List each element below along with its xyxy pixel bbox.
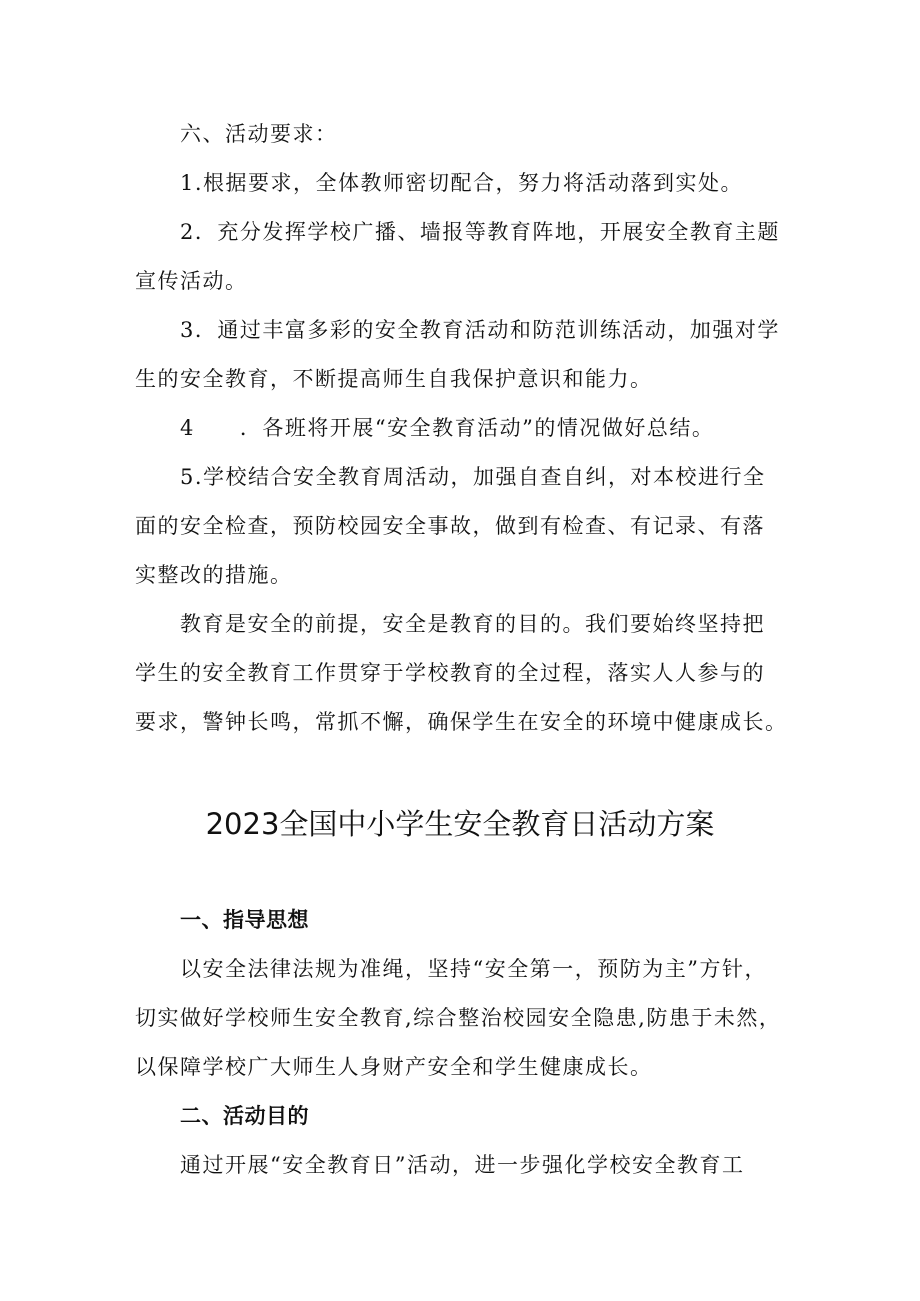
requirement-item-2-cont: 宣传活动。 (135, 269, 248, 293)
requirement-item-1: 1.根据要求，全体教师密切配合，努力将活动落到实处。 (180, 171, 744, 195)
section-heading-guiding-thought: 一、指导思想 (180, 908, 309, 932)
requirement-item-3-cont: 生的安全教育，不断提高师生自我保护意识和能力。 (135, 367, 653, 391)
guiding-thought-line-1: 以安全法律法规为准绳，坚持“安全第一，预防为主”方针， (180, 957, 767, 981)
section-heading-purpose: 二、活动目的 (180, 1104, 309, 1128)
requirement-item-4: 4 ．各班将开展“安全教育活动”的情况做好总结。 (180, 416, 715, 440)
closing-paragraph-line-2: 学生的安全教育工作贯穿于学校教育的全过程，落实人人参与的 (135, 661, 765, 685)
guiding-thought-line-3: 以保障学校广大师生人身财产安全和学生健康成长。 (135, 1055, 653, 1079)
requirement-item-5-cont: 面的安全检查，预防校园安全事故，做到有检查、有记录、有落 (135, 514, 765, 538)
closing-paragraph-line-3: 要求，警钟长鸣，常抓不懈，确保学生在安全的环境中健康成长。 (135, 710, 788, 734)
requirement-item-5-end: 实整改的措施。 (135, 563, 293, 587)
purpose-line-1: 通过开展“安全教育日”活动，进一步强化学校安全教育工 (180, 1153, 745, 1177)
guiding-thought-line-2: 切实做好学校师生安全教育,综合整治校园安全隐患,防患于未然， (135, 1006, 782, 1030)
requirement-item-5: 5.学校结合安全教育周活动，加强自查自纠，对本校进行全 (180, 465, 766, 489)
document-title: 2023全国中小学生安全教育日活动方案 (205, 807, 715, 841)
requirement-item-3: 3．通过丰富多彩的安全教育活动和防范训练活动，加强对学 (180, 318, 780, 342)
requirement-item-2: 2．充分发挥学校广播、墙报等教育阵地，开展安全教育主题 (180, 220, 780, 244)
section-heading-requirements: 六、活动要求： (180, 122, 338, 146)
closing-paragraph-line-1: 教育是安全的前提，安全是教育的目的。我们要始终坚持把 (180, 612, 765, 636)
